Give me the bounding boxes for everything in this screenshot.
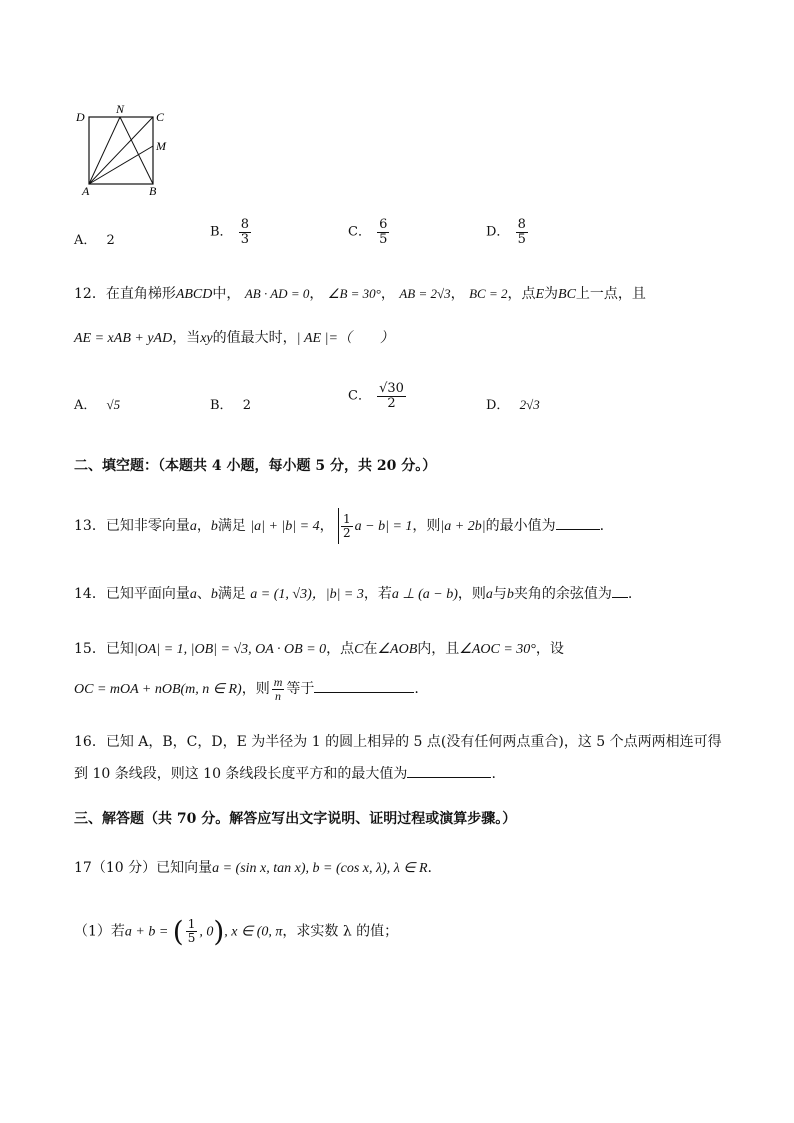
- geometry-figure: [70, 98, 180, 198]
- q12-option-a: A． √5: [74, 397, 121, 413]
- q11-option-b: B． $\frac{8}{3}$: [210, 217, 249, 247]
- q11-option-d: D． $\frac{8}{5}$: [486, 217, 526, 247]
- section-3-title: 三、解答题（共 70 分。解答应写出文字说明、证明过程或演算步骤。）: [74, 811, 517, 827]
- q12-option-c: C． $\frac{√30}{2}$: [348, 381, 404, 411]
- q13: 13．已知非零向量a，b满足 |a| + |b| = 4， $\frac{1}{2}$ a − b| = 1，则|a + 2b|的最小值为 .: [74, 508, 604, 544]
- q17-part1: （1）若a + b = ( $\frac{1}{5}$ , 0), x ∈ (0, π，求实数 λ 的值；: [74, 915, 399, 948]
- label-C: C: [156, 110, 165, 124]
- label-N: N: [116, 102, 125, 116]
- q14: 14．已知平面向量a、b满足 a = (1, √3)，|b| = 3，若a ⊥ (a − b)，则a与b夹角的余弦值为 .: [74, 586, 633, 602]
- label-D: D: [76, 110, 85, 124]
- label-A: A: [82, 184, 90, 198]
- q16-line2: 到 10 条线段，则这 10 条线段长度平方和的最大值为 .: [74, 766, 496, 782]
- q12-line2: AE = xAB + yAD，当xy的值最大时，| AE |=（ ）: [74, 330, 394, 346]
- q12-option-d: D． 2√3: [486, 397, 540, 413]
- q12-line1: 12．在直角梯形ABCD中， AB · AD = 0， ∠B = 30°， AB = 2√3， BC = 2，点E为BC上一点，且: [74, 286, 646, 302]
- q16-line1: 16．已知 A，B，C，D，E 为半径为 1 的圆上相异的 5 点(没有任何两点重合)，这 5 个点两两相连可得: [74, 734, 722, 750]
- q11-option-c: C． $\frac{6}{5}$: [348, 217, 388, 247]
- q15-line2: OC = mOA + nOB(m, n ∈ R)，则 $\frac{m}{n}$ 等于 .: [74, 675, 419, 703]
- q11-option-a: A． 2: [74, 233, 115, 248]
- q15-line1: 15．已知|OA| = 1, |OB| = √3, OA · OB = 0，点C在∠AOB内，且∠AOC = 30°，设: [74, 641, 564, 657]
- label-M: M: [156, 139, 166, 153]
- section-2-title: 二、填空题：（本题共 4 小题，每小题 5 分，共 20 分。）: [74, 458, 437, 474]
- q17-stem: 17（10 分）已知向量a = (sin x, tan x), b = (cos x, λ), λ ∈ R.: [74, 860, 432, 876]
- label-B: B: [149, 184, 157, 198]
- q12-option-b: B． 2: [210, 398, 251, 413]
